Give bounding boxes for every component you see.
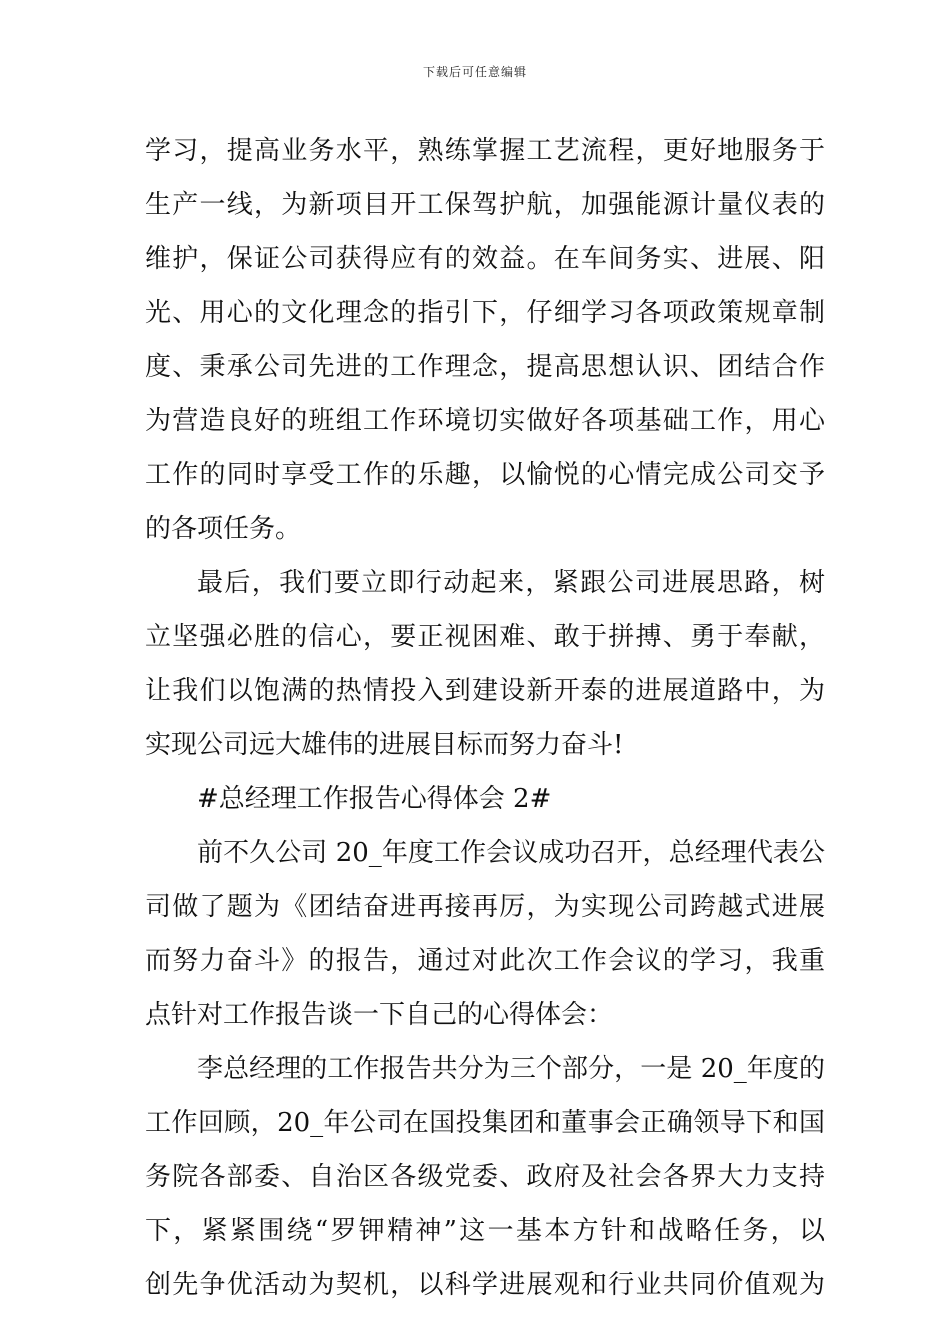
text-line: 为营造良好的班组工作环境切实做好各项基础工作，用心 [145,406,825,436]
text-line: 而努力奋斗》的报告，通过对此次工作会议的学习，我重 [145,946,825,976]
text-line: 务院各部委、自治区各级党委、政府及社会各界大力支持 [145,1162,825,1192]
text-line: 点针对工作报告谈一下自己的心得体会： [145,1000,614,1030]
text-line: 工作回顾，20_年公司在国投集团和董事会正确领导下和国 [145,1108,825,1138]
text-line: 维护，保证公司获得应有的效益。在车间务实、进展、阳 [145,244,825,274]
text-line: 工作的同时享受工作的乐趣，以愉悦的心情完成公司交予 [145,460,825,490]
text-line: 光、用心的文化理念的指引下，仔细学习各项政策规章制 [145,298,825,328]
text-line: 学习，提高业务水平，熟练掌握工艺流程，更好地服务于 [145,136,825,166]
text-line: 度、秉承公司先进的工作理念，提高思想认识、团结合作 [145,352,825,382]
text-line: 李总经理的工作报告共分为三个部分，一是 20_年度的 [197,1054,825,1084]
text-line: 生产一线，为新项目开工保驾护航，加强能源计量仪表的 [145,190,825,220]
text-line: 实现公司远大雄伟的进展目标而努力奋斗! [145,730,624,760]
section-heading: #总经理工作报告心得体会 2# [197,784,552,814]
text-line: 下，紧紧围绕“罗钾精神”这一基本方针和战略任务，以 [145,1216,825,1246]
text-line: 创先争优活动为契机，以科学进展观和行业共同价值观为 [145,1270,825,1300]
text-line: 让我们以饱满的热情投入到建设新开泰的进展道路中，为 [145,676,825,706]
text-line: 最后，我们要立即行动起来，紧跟公司进展思路，树 [197,568,825,598]
text-line: 前不久公司 20_年度工作会议成功召开，总经理代表公 [197,838,825,868]
document-body [145,124,825,1312]
text-line: 的各项任务。 [145,514,302,544]
text-line: 司做了题为《团结奋进再接再厉，为实现公司跨越式进展 [145,892,825,922]
text-line: 立坚强必胜的信心，要正视困难、敢于拼搏、勇于奉献， [145,622,825,652]
page-header: 下载后可任意编辑 [422,65,527,79]
